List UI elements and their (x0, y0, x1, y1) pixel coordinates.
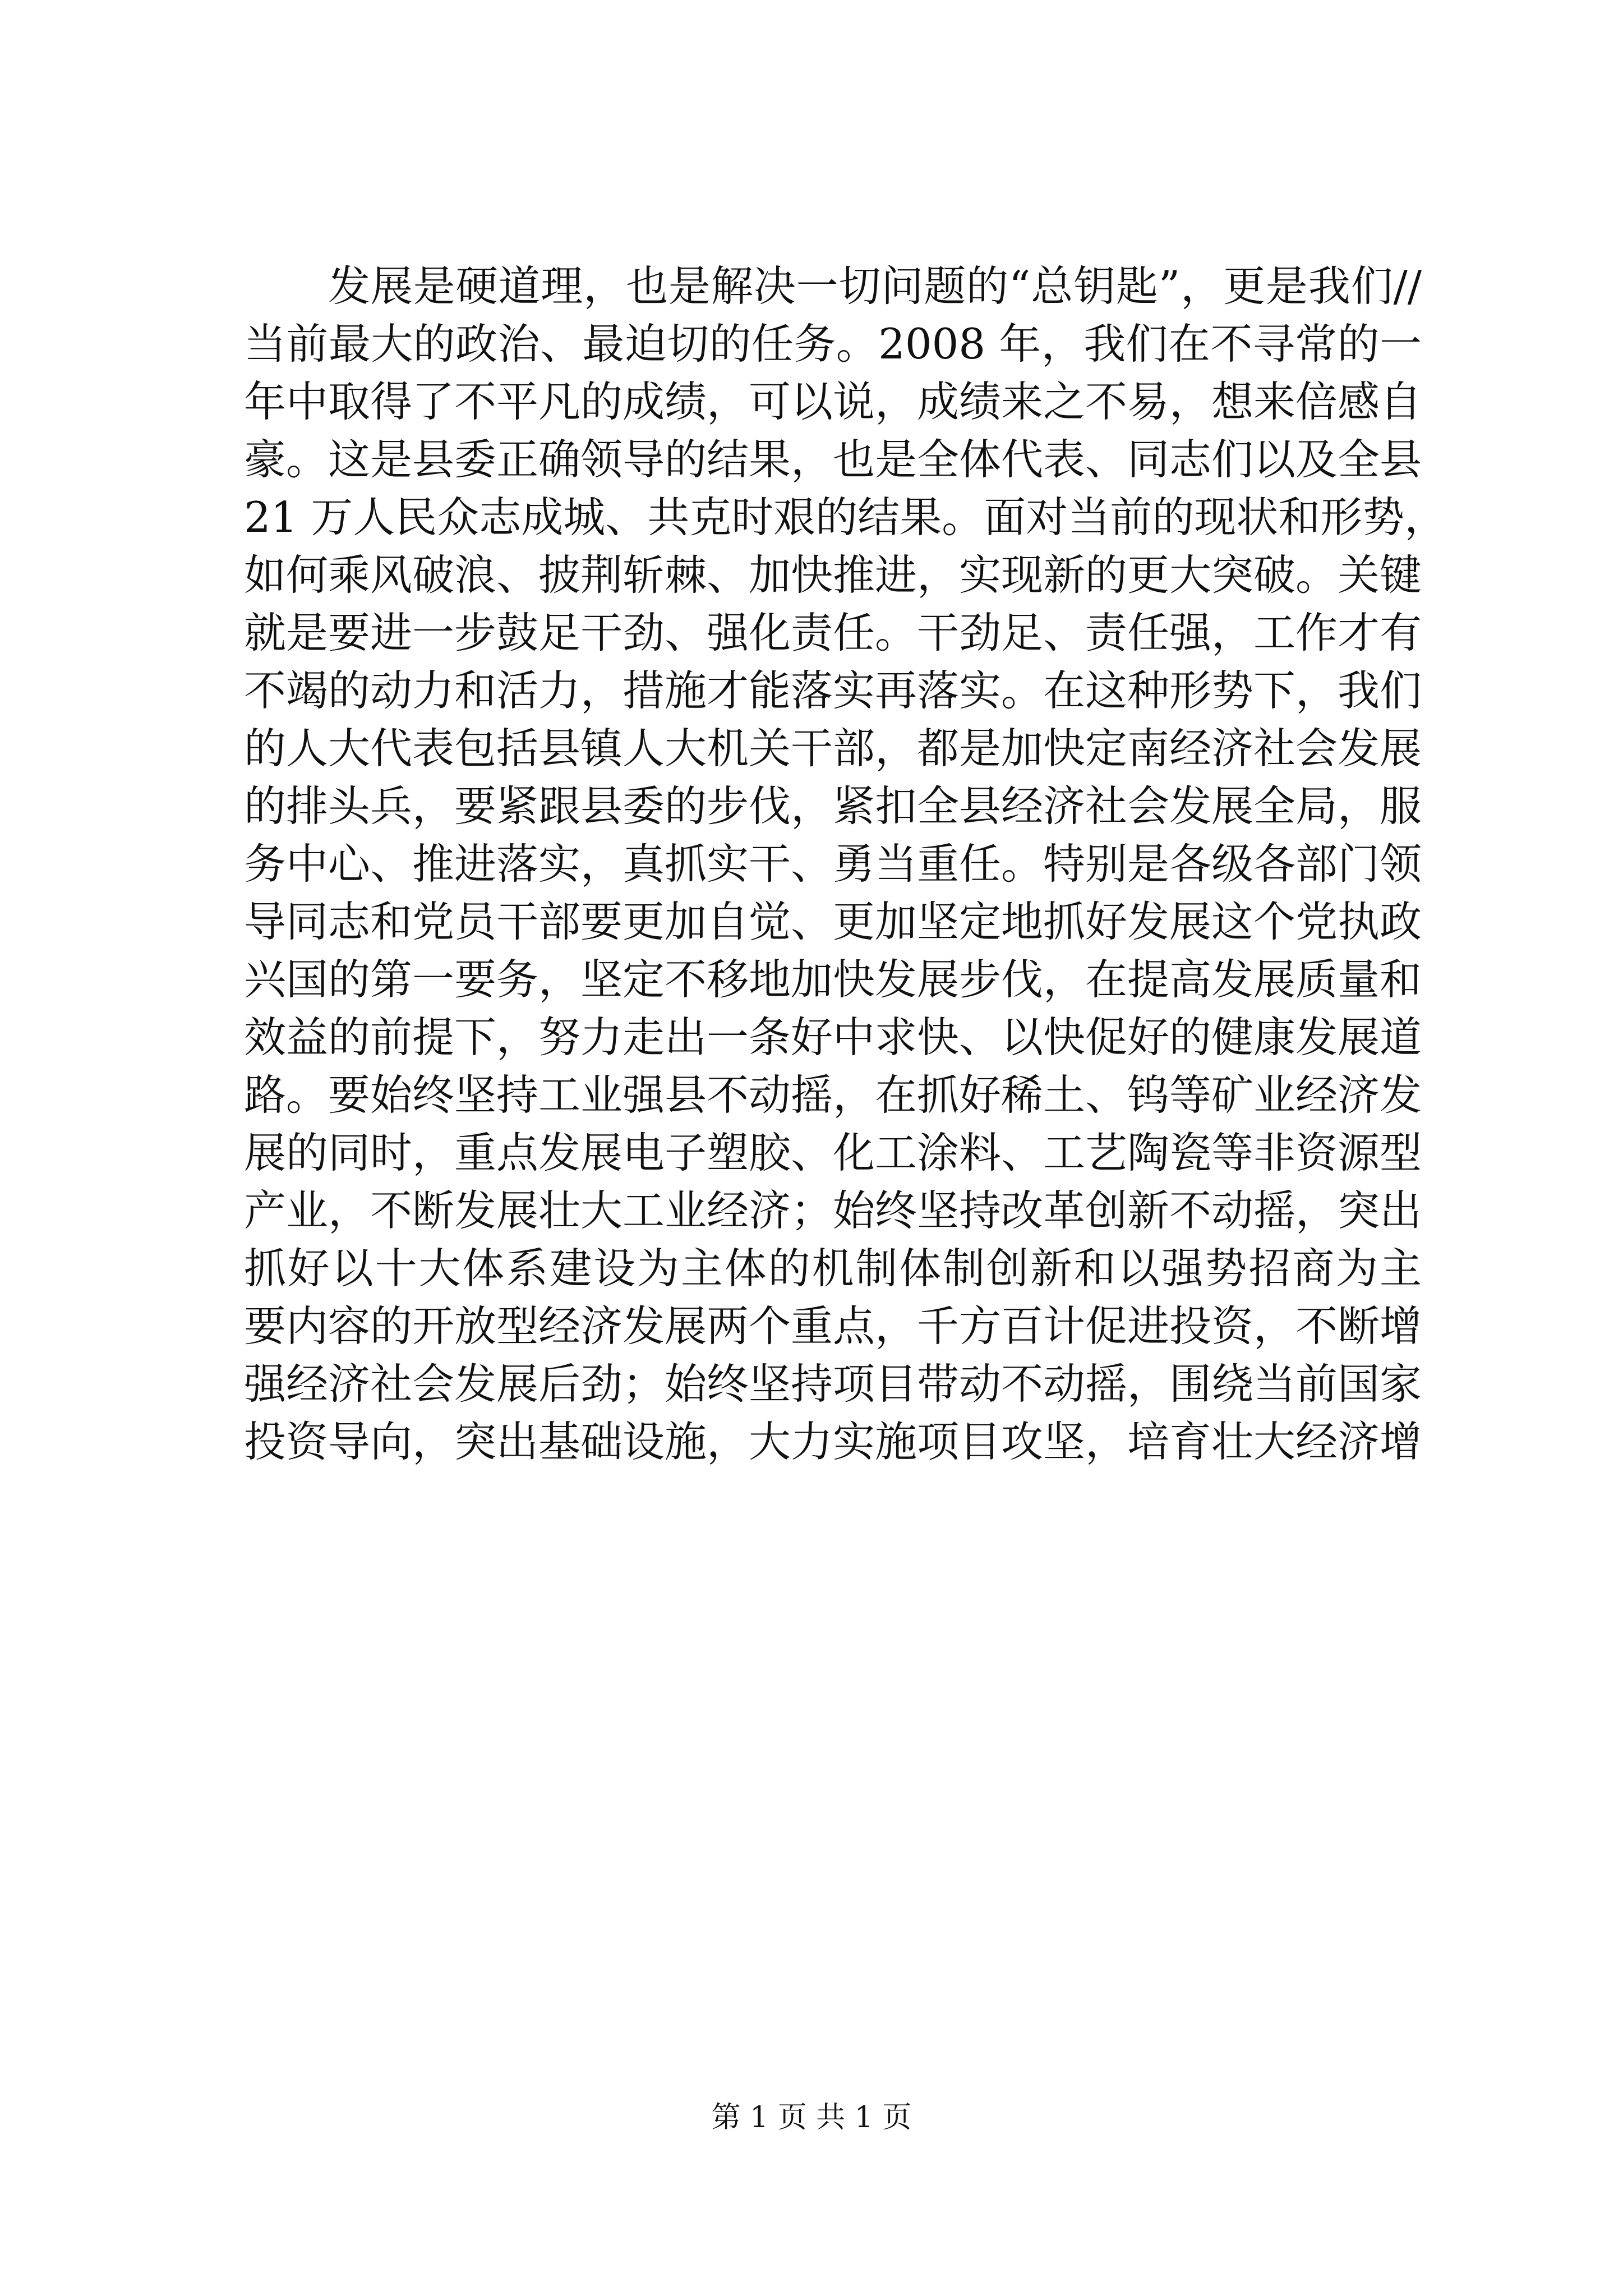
text-line: 要内容的开放型经济发展两个重点，千方百计促进投资，不断增 (244, 1301, 1422, 1351)
text-line: 投资导向，突出基础设施，大力实施项目攻坚，培育壮大经济增 (244, 1417, 1422, 1466)
text-line: 豪。这是县委正确领导的结果，也是全体代表、同志们以及全县 (244, 435, 1422, 484)
text-line: 兴国的第一要务，坚定不移地加快发展步伐，在提高发展质量和 (244, 955, 1422, 1004)
text-line: 21 万人民众志成城、共克时艰的结果。面对当前的现状和形势， (244, 493, 1447, 542)
text-line: 就是要进一步鼓足干劲、强化责任。干劲足、责任强，工作才有 (244, 608, 1422, 657)
text-line: 强经济社会发展后劲；始终坚持项目带动不动摇，围绕当前国家 (244, 1359, 1422, 1409)
text-line: 产业，不断发展壮大工业经济；始终坚持改革创新不动摇，突出 (244, 1186, 1422, 1235)
text-line: 不竭的动力和活力，措施才能落实再落实。在这种形势下，我们 (244, 666, 1422, 715)
text-line: 导同志和党员干部要更加自觉、更加坚定地抓好发展这个党执政 (244, 897, 1422, 946)
text-line: 发展是硬道理，也是解决一切问题的“总钥匙”，更是我们// (328, 261, 1422, 311)
text-line: 务中心、推进落实，真抓实干、勇当重任。特别是各级各部门领 (244, 839, 1422, 889)
page-footer (0, 2095, 1623, 2140)
text-line: 当前最大的政治、最迫切的任务。2008 年，我们在不寻常的一 (244, 319, 1422, 369)
text-line: 如何乘风破浪、披荆斩棘、加快推进，实现新的更大突破。关键 (244, 550, 1422, 600)
text-line: 年中取得了不平凡的成绩，可以说，成绩来之不易，想来倍感自 (244, 377, 1422, 426)
text-line: 的排头兵，要紧跟县委的步伐，紧扣全县经济社会发展全局，服 (244, 781, 1422, 831)
text-line: 的人大代表包括县镇人大机关干部，都是加快定南经济社会发展 (244, 724, 1422, 773)
text-line: 抓好以十大体系建设为主体的机制体制创新和以强势招商为主 (244, 1244, 1422, 1293)
text-line: 路。要始终坚持工业强县不动摇，在抓好稀土、钨等矿业经济发 (244, 1070, 1422, 1120)
text-line: 效益的前提下，努力走出一条好中求快、以快促好的健康发展道 (244, 1013, 1422, 1062)
page-number-label: 第 1 页 共 1 页 (711, 2101, 912, 2134)
body-paragraph (244, 259, 1447, 1473)
text-line: 展的同时，重点发展电子塑胶、化工涂料、工艺陶瓷等非资源型 (244, 1128, 1422, 1177)
